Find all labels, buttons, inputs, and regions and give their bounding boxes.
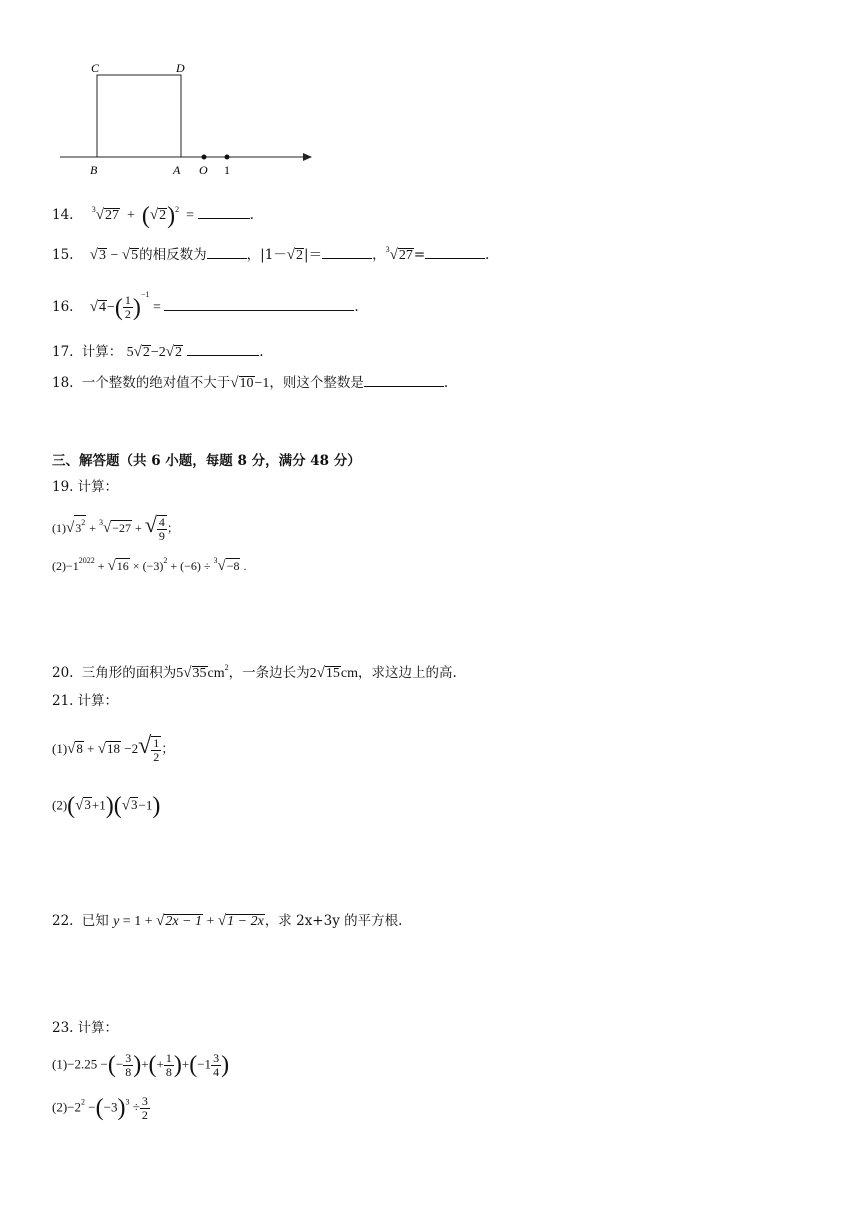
question-23-part-1: (1)−2.25 −(− $\frac{3}{8}$ )+(+ $\frac{1}{8}$ )+(−1 $\frac{3}{4}$ ) — [52, 1051, 230, 1079]
number-line-arrow — [303, 153, 312, 161]
question-23: 23. 计算： — [52, 1020, 118, 1036]
question-number: 23. — [52, 1020, 74, 1036]
answer-blank[interactable] — [187, 343, 259, 356]
question-number: 17. — [52, 344, 74, 360]
number-line-figure — [55, 58, 320, 183]
answer-blank[interactable] — [207, 246, 247, 259]
label-d: D — [176, 61, 185, 75]
question-14: 14. $^3√27 + (√2)^2$ = . — [52, 202, 254, 229]
question-19-part-1: $(1)√3^2 + ^3√-27$ + √ $\frac{4}{9}$ ； — [52, 512, 179, 544]
point-1 — [225, 155, 230, 160]
answer-blank[interactable] — [425, 246, 485, 259]
question-20: 20. 三角形的面积为$5√35cm^2$，一条边长为2√15cm，求这边上的高. — [52, 663, 457, 681]
question-number: 15. — [52, 247, 74, 263]
label-b: B — [90, 163, 98, 177]
question-number: 22. — [52, 913, 74, 929]
question-21: 21. 计算： — [52, 693, 118, 709]
question-number: 21. — [52, 693, 74, 709]
question-number: 14. — [52, 207, 74, 223]
label-o: O — [199, 163, 208, 177]
question-18: 18. 一个整数的绝对值不大于√10−1，则这个整数是 . — [52, 375, 449, 391]
question-21-part-1: (1)√8 + √18 −2√ $\frac{1}{2}$ ； — [52, 733, 175, 765]
point-o — [202, 155, 207, 160]
question-number: 20. — [52, 665, 74, 681]
question-19-part-2: $(2)-1^{2022} + √16 \times (-3)^2 + (-6) \div ^3√-8$ . — [52, 556, 247, 574]
answer-blank[interactable] — [198, 206, 250, 219]
question-number: 19. — [52, 479, 74, 495]
question-15: 15. √3 − √5的相反数为 ，|1－√2|＝ ，$^3$√27= . — [52, 245, 490, 263]
answer-blank[interactable] — [322, 246, 372, 259]
section-title: 三、解答题（共 6 小题，每题 8 分，满分 48 分） — [52, 453, 361, 469]
answer-blank[interactable] — [364, 374, 444, 387]
question-22: 22. 已知 y = 1 + √2x − 1 + √1 − 2x，求 2x+3y 的平方根. — [52, 913, 403, 929]
question-number: 16. — [52, 299, 74, 315]
label-one: 1 — [224, 163, 230, 177]
label-a: A — [173, 163, 181, 177]
question-19: 19. 计算： — [52, 479, 118, 495]
question-21-part-2: (2)(√3+1)(√3−1) — [52, 793, 161, 819]
question-number: 18. — [52, 375, 74, 391]
question-16: 16. √4−( $\frac{1}{2}$ )$^{-1}$ = . — [52, 290, 359, 322]
question-23-part-2: $(2)-2^2 -(-3)^3$ ÷ $\frac{3}{2}$ — [52, 1094, 148, 1122]
label-c: C — [91, 61, 100, 75]
answer-blank[interactable] — [164, 298, 354, 311]
square-abcd — [97, 75, 181, 157]
question-17: 17. 计算： 5√2−2√2 . — [52, 344, 264, 360]
